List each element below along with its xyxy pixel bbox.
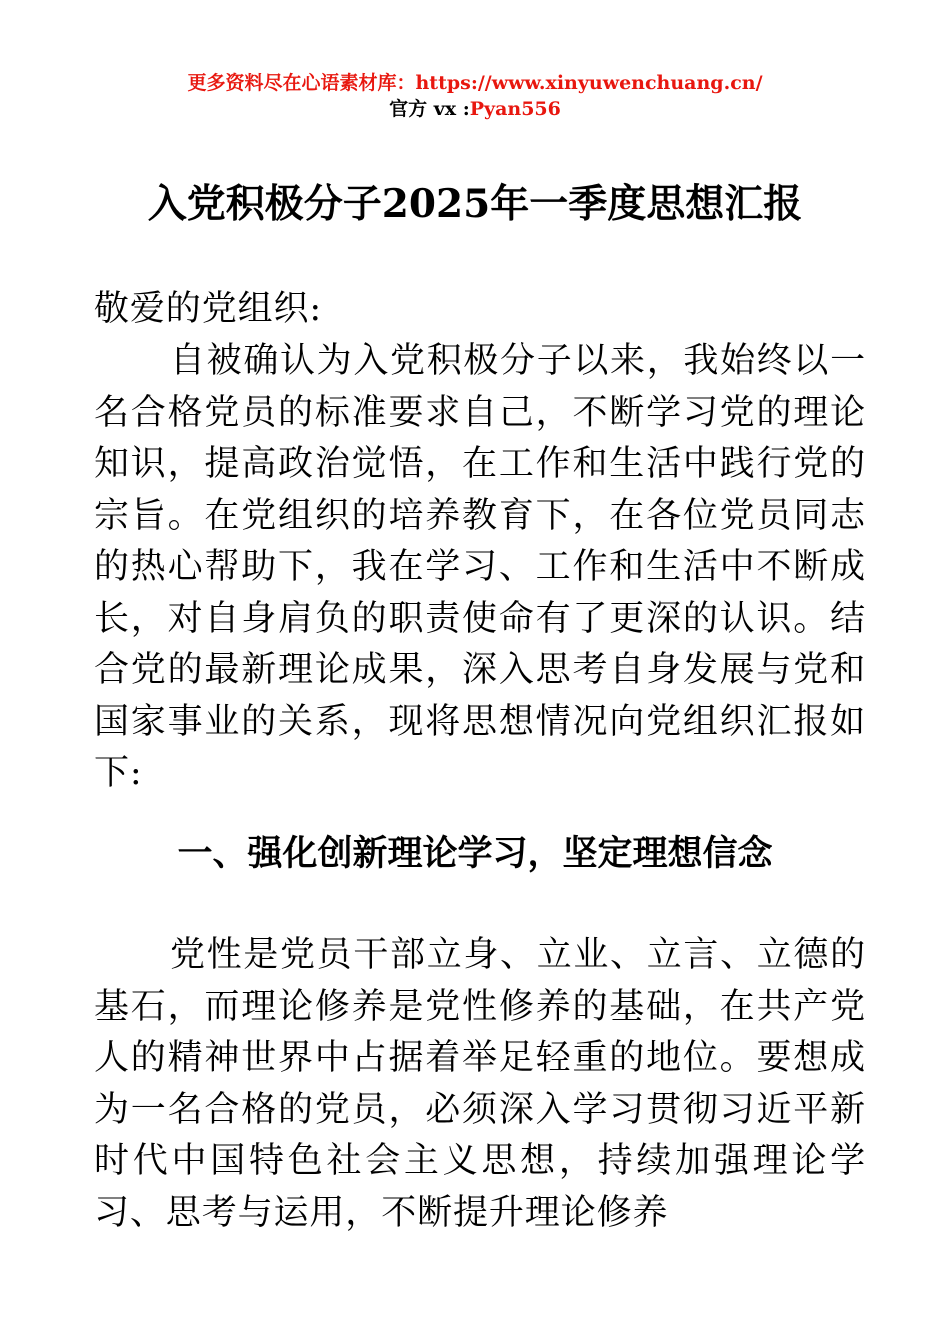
promo-header-line — [0, 71, 950, 95]
document-title: 入党积极分子2025年一季度思想汇报 — [147, 181, 803, 227]
paragraph-section-1: 党性是党员干部立身、立业、立言、立德的基石，而理论修养是党性修养的基础，在共产党人的精神世界中占据着举足轻重的地位。要想成为一名合格的党员，必须深入学习贯彻习近平新时代中国特色社会主义思想，持续加强理论学习、思考与运用，不断提升理论修养 — [94, 935, 866, 1233]
promo-url-link[interactable]: https://www.xinyuwenchuang.cn/ — [415, 72, 763, 94]
contact-label: 官方 vx : — [389, 98, 470, 120]
paragraph-intro: 自被确认为入党积极分子以来，我始终以一名合格党员的标准要求自己，不断学习党的理论知识，提高政治觉悟，在工作和生活中践行党的宗旨。在党组织的培养教育下，在各位党员同志的热心帮助下，我在学习、工作和生活中不断成长，对自身肩负的职责使命有了更深的认识。结合党的最新理论成果，深入思考自身发展与党和国家事业的关系，现将思想情况向党组织汇报如下: — [94, 341, 866, 793]
promo-label: 更多资料尽在心语素材库： — [187, 72, 416, 94]
section-heading-1: 一、强化创新理论学习，坚定理想信念 — [177, 834, 773, 874]
contact-id: Pyan556 — [469, 98, 561, 120]
greeting: 敬爱的党组织: — [94, 289, 323, 329]
contact-header-line — [0, 97, 950, 121]
